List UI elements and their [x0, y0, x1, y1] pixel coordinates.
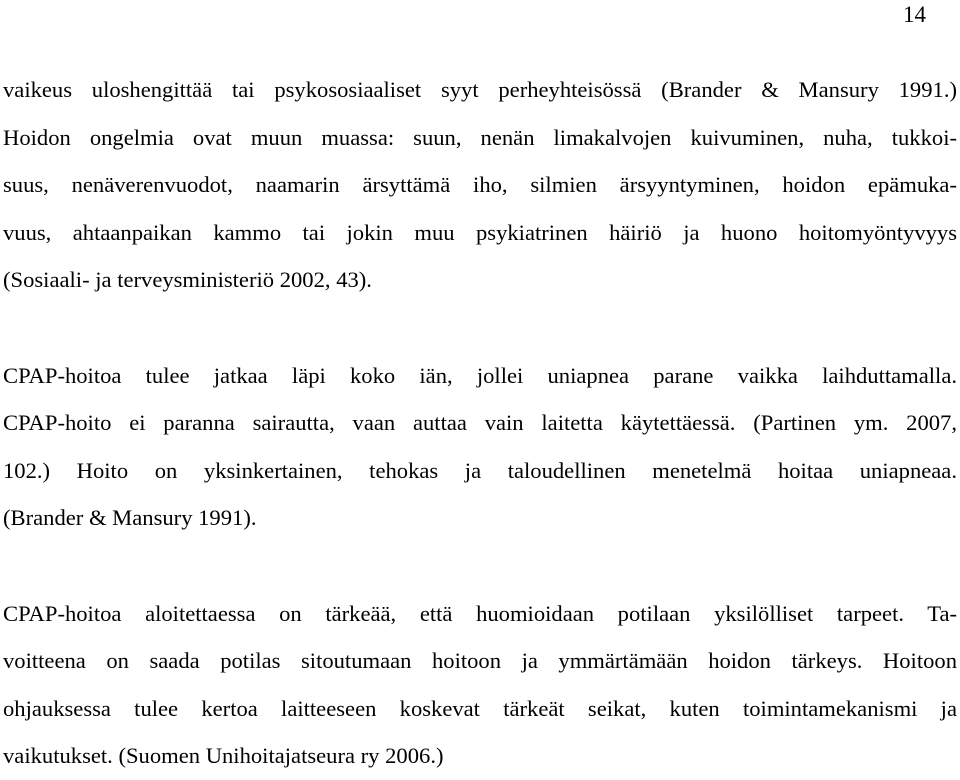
- text-line: vaikutukset. (Suomen Unihoitajatseura ry 2006.): [3, 743, 444, 768]
- text-line: 102.) Hoito on yksinkertainen, tehokas ja taloudellinen menetelmä hoitaa uniapneaa.: [3, 457, 957, 483]
- text-line: ohjauksessa tulee kertoa laitteeseen koskevat tärkeät seikat, kuten toimintamekanismi ja: [3, 695, 957, 721]
- paragraph-gap: [3, 542, 957, 590]
- text-line: vaikeus uloshengittää tai psykososiaaliset syyt perheyhteisössä (Brander & Mansury 1991.): [3, 77, 957, 102]
- document-body: [3, 66, 957, 780]
- paragraph-1: [3, 66, 957, 304]
- text-line: CPAP-hoitoa tulee jatkaa läpi koko iän, jollei uniapnea parane vaikka laihduttamalla.: [3, 362, 957, 388]
- text-line: CPAP-hoito ei paranna sairautta, vaan auttaa vain laitetta käytettäessä. (Partinen ym. 2007,: [3, 410, 957, 435]
- text-line: voitteena on saada potilas sitoutumaan hoitoon ja ymmärtämään hoidon tärkeys. Hoitoon: [3, 648, 957, 673]
- paragraph-gap: [3, 304, 957, 352]
- text-line: CPAP-hoitoa aloitettaessa on tärkeää, että huomioidaan potilaan yksilölliset tarpeet. Ta-: [3, 600, 957, 626]
- text-line: suus, nenäverenvuodot, naamarin ärsyttämä iho, silmien ärsyyntyminen, hoidon epämuka-: [3, 172, 957, 197]
- paragraph-2: [3, 352, 957, 542]
- page-number: 14: [903, 2, 926, 27]
- text-line: vuus, ahtaanpaikan kammo tai jokin muu psykiatrinen häiriö ja huono hoitomyöntyvyys: [3, 219, 957, 245]
- paragraph-3: [3, 590, 957, 780]
- text-line: Hoidon ongelmia ovat muun muassa: suun, nenän limakalvojen kuivuminen, nuha, tukkoi-: [3, 124, 957, 150]
- text-line: (Brander & Mansury 1991).: [3, 505, 257, 530]
- text-line: (Sosiaali- ja terveysministeriö 2002, 43).: [3, 267, 372, 292]
